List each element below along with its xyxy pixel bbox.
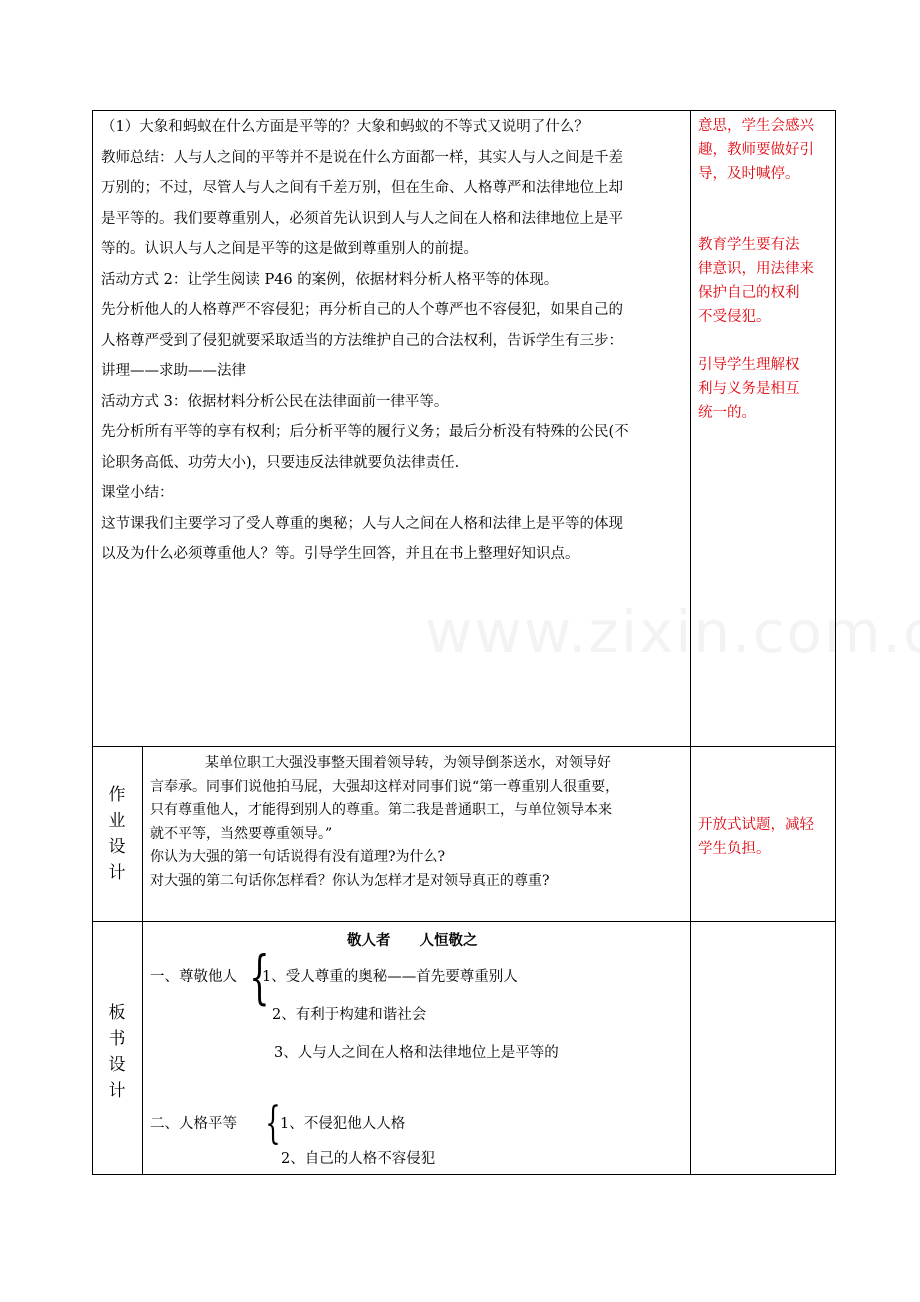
board-title: 敬人者 人恒敬之 [347, 932, 478, 949]
homework-line: 对大强的第二句话你怎样看？你认为怎样才是对领导真正的尊重? [150, 872, 550, 889]
homework-line: 你认为大强的第一句话说得有没有道理?为什么? [150, 849, 446, 865]
side-note-4: 开放式试题，减轻 学生负担。 [698, 817, 814, 857]
text-line: 论职务高低、功劳大小)，只要违反法律就要负法律责任. [101, 454, 460, 471]
text-line: 以及为什么必须尊重他人？等。引导学生回答，并且在书上整理好知识点。 [101, 546, 580, 562]
board-section-1: 一、尊敬他人 [150, 969, 237, 985]
text-line: 课堂小结： [101, 485, 174, 501]
text-line: 先分析他人的人格尊严不容侵犯；再分析自己的人个尊严也不容侵犯，如果自己的 [101, 302, 623, 318]
text-line: 教师总结：人与人之间的平等并不是说在什么方面都一样，其实人与人之间是千差 [101, 149, 623, 166]
board-s1-item: 2、有利于构建和谐社会 [272, 1007, 427, 1023]
text-line: 活动方式 3：依据材料分析公民在法律面前一律平等。 [101, 393, 449, 410]
text-line: 先分析所有平等的享有权利；后分析平等的履行义务；最后分析没有特殊的公民(不 [101, 424, 629, 440]
board-s1-item: 1、受人尊重的奥秘——首先要尊重别人 [262, 969, 518, 985]
watermark [425, 598, 920, 666]
board-s1-item: 3、人与人之间在人格和法律地位上是平等的 [274, 1045, 559, 1061]
column-divider-left [142, 746, 143, 1175]
text-line: 等的。认识人与人之间是平等的这是做到尊重别人的前提。 [101, 241, 478, 257]
homework-line: 某单位职工大强没事整天围着领导转，为领导倒茶送水，对领导好 [205, 755, 611, 771]
text-line: 是平等的。我们要尊重别人，必须首先认识到人与人之间在人格和法律地位上是平 [101, 210, 623, 227]
homework-line: 只有尊重他人，才能得到别人的尊重。第二我是普通职工，与单位领导本来 [150, 802, 612, 818]
text-line: 万别的；不过，尽管人与人之间有千差万别，但在生命、人格尊严和法律地位上却 [101, 180, 623, 196]
board-s2-item: 2、自己的人格不容侵犯 [281, 1151, 436, 1167]
homework-text [150, 752, 685, 893]
text-line: （1）大象和蚂蚁在什么方面是平等的？大象和蚂蚁的不等式又说明了什么？ [101, 119, 589, 135]
brace-2: { [265, 1098, 281, 1149]
row-divider-2 [92, 921, 836, 922]
side-note-3: 引导学生理解权 利与义务是相互 统一的。 [698, 357, 800, 421]
text-line: 活动方式 2：让学生阅读 P46 的案例，依据材料分析人格平等的体现。 [101, 271, 559, 288]
table-border-top [92, 110, 836, 111]
board-section-2: 二、人格平等 [150, 1116, 237, 1132]
text-line: 这节课我们主要学习了受人尊重的奥秘；人与人之间在人格和法律上是平等的体现 [101, 515, 623, 532]
side-note-1: 意思，学生会感兴 趣，教师要做好引 导，及时喊停。 [698, 118, 814, 182]
brace-1: { [249, 943, 270, 1011]
table-border-bottom [92, 1174, 836, 1175]
homework-label: 作 业 设 计 [108, 785, 126, 883]
side-note-2: 教育学生要有法 律意识，用法律来 保护自己的权利 不受侵犯。 [698, 237, 814, 325]
text-line: 人格尊严受到了侵犯就要采取适当的方法维护自己的合法权利，告诉学生有三步： [101, 332, 623, 349]
row-divider-1 [92, 746, 836, 747]
main-teaching-text [101, 112, 687, 570]
homework-line: 言奉承。同事们说他拍马屁，大强却这样对同事们说“第一尊重别人很重要， [150, 778, 620, 795]
board-s2-item: 1、不侵犯他人人格 [280, 1116, 406, 1132]
homework-line: 就不平等，当然要尊重领导。” [150, 825, 333, 842]
text-line: 讲理——求助——法律 [101, 363, 246, 379]
board-label: 板 书 设 计 [108, 1003, 126, 1101]
